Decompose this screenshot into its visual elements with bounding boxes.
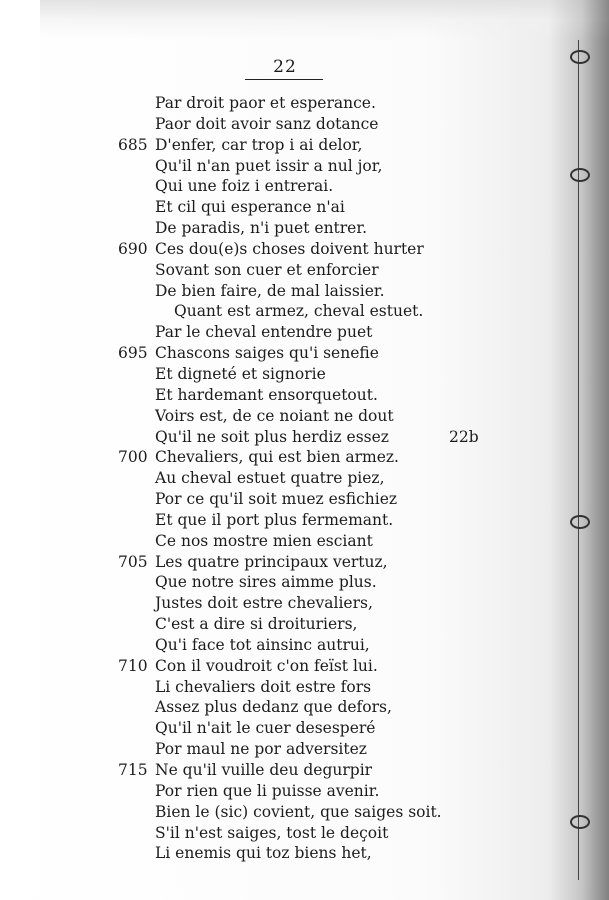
scan-shadow-top [40,0,609,40]
verse-line [0,697,560,718]
verse-line [0,364,560,385]
verse-line [0,176,560,197]
verse-line [0,447,560,468]
verse-text: Qu'il n'ait le cuer desesperé [155,719,376,738]
verse-text: Que notre sires aimme plus. [155,573,377,592]
verse-text: Et hardemant ensorquetout. [155,385,378,404]
verse-line [0,239,560,260]
verse-text: Assez plus dedanz que defors, [155,698,392,717]
verse-line [0,614,560,635]
verse-line [0,156,560,177]
verse-line [0,93,560,114]
binding-edge [578,40,579,880]
verse-text: Et que il port plus fermemant. [155,510,394,529]
verse-line [0,114,560,135]
verse-line [0,489,560,510]
verse-text: D'enfer, car trop i ai delor, [155,135,363,154]
binding-clip-icon [570,815,590,829]
verse-text: Ce nos mostre mien esciant [155,531,373,550]
line-number: 710 [118,656,148,675]
verse-line [0,510,560,531]
verse-line [0,135,560,156]
verse-line [0,718,560,739]
verse-text: Justes doit estre chevaliers, [155,594,373,613]
line-number: 715 [118,761,148,779]
verse-line [0,802,560,823]
verse-text: Et digneté et signorie [155,364,326,383]
verse-text: Et cil qui esperance n'ai [155,198,345,217]
verse-line [0,343,560,364]
verse-text: Bien le (sic) covient, que saiges soit. [155,802,442,821]
verse-text: Ne qu'il vuille deu degurpir [155,761,373,779]
verse-text: Sovant son cuer et enforcier [155,260,379,279]
verse-text: Par le cheval entendre puet [155,323,373,342]
verse-line [0,260,560,281]
verse-text: Voirs est, de ce noiant ne dout [155,406,394,425]
poem-text [0,93,560,864]
verse-line [0,739,560,760]
verse-line [0,781,560,802]
binding-clip-icon [570,515,590,529]
verse-text: Chevaliers, qui est bien armez. [155,448,399,467]
verse-line [0,823,560,844]
verse-text: Li enemis qui toz biens het, [155,844,372,863]
verse-line [0,218,560,239]
binding-clip-icon [570,50,590,64]
verse-line [0,843,560,864]
verse-line [0,385,560,406]
verse-line [0,760,560,781]
line-number: 695 [118,344,148,363]
binding-clip-icon [570,168,590,182]
verse-text: Les quatre principaux vertuz, [155,552,388,571]
line-number: 705 [118,552,148,571]
verse-line [0,656,560,677]
verse-text: Quant est armez, cheval estuet. [174,302,424,321]
verse-line [0,197,560,218]
verse-text: C'est a dire si droituriers, [155,615,358,634]
verse-text: Ces dou(e)s choses doivent hurter [155,239,424,258]
verse-line [0,552,560,573]
verse-text: Qui une foiz i entrerai. [155,177,334,196]
verse-line [0,301,560,322]
verse-text: Por rien que li puisse avenir. [155,781,380,800]
verse-text: Por maul ne por adversitez [155,740,367,759]
verse-text: Paor doit avoir sanz dotance [155,114,379,133]
line-number: 700 [118,448,148,467]
line-number: 690 [118,239,148,258]
verse-line [0,572,560,593]
verse-text: Au cheval estuet quatre piez, [155,469,385,488]
line-number: 685 [118,135,148,154]
verse-text: Qu'i face tot ainsinc autrui, [155,635,370,654]
verse-line [0,281,560,302]
page-number-rule [245,79,323,80]
verse-text: Qu'il ne soit plus herdiz essez [155,427,389,446]
verse-line [0,468,560,489]
verse-line [0,677,560,698]
verse-text: Li chevaliers doit estre fors [155,677,372,696]
verse-text: Por ce qu'il soit muez esfichiez [155,490,398,509]
verse-text: S'il n'est saiges, tost le deçoit [155,823,389,842]
folio-marker: 22b [449,427,479,446]
verse-text: De bien faire, de mal laissier. [155,281,385,300]
verse-text: De paradis, n'i puet entrer. [155,219,367,238]
verse-text: Par droit paor et esperance. [155,94,376,112]
verse-text: Chascons saiges qu'i senefie [155,344,379,363]
verse-line [0,593,560,614]
verse-line [0,406,560,427]
verse-line [0,531,560,552]
verse-line [0,427,560,448]
verse-line [0,322,560,343]
verse-text: Qu'il n'an puet issir a nul jor, [155,156,383,175]
page-number: 22 [273,57,297,77]
verse-text: Con il voudroit c'on feïst lui. [155,656,378,675]
verse-line [0,635,560,656]
